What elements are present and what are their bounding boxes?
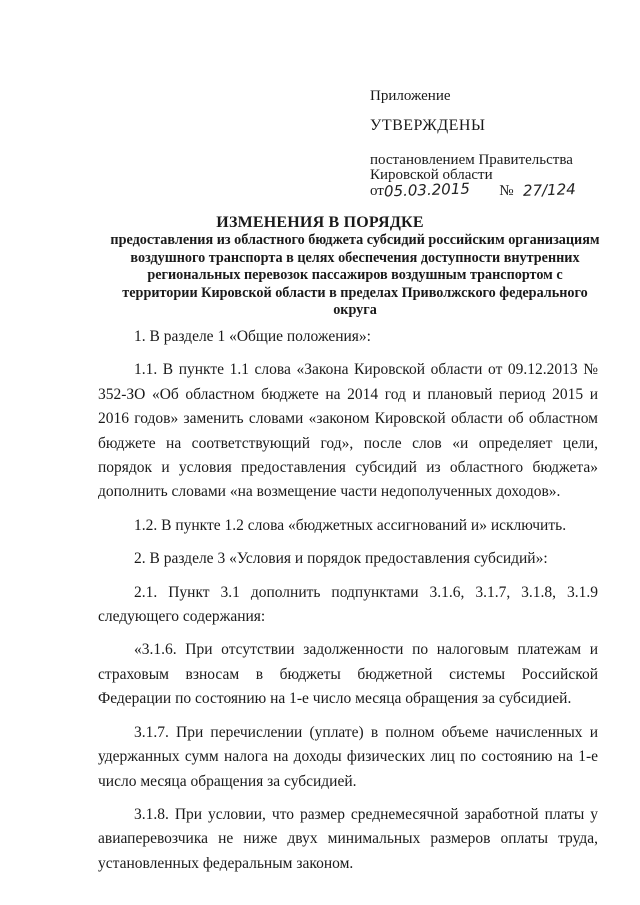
decree-line-2: Кировской области [370, 167, 493, 183]
document-body [98, 325, 598, 884]
paragraph-1-1: 1.1. В пункте 1.1 слова «Закона Кировской области от 09.12.2013 № 352-ЗО «Об областном бюджете на 2014 год и плановый период 2015 и 2016 годов» заменить словами «законом Кировской области об областном бюджете на соответствующий год», после слов «и определяет цели, порядок и условия предоставления субсидий из областного бюджета» дополнить словами «на возмещение части недополученных доходов». [98, 361, 598, 501]
number-prefix: № [499, 183, 514, 199]
paragraph-section-1: 1. В разделе 1 «Общие положения»: [134, 328, 371, 345]
paragraph-2-1: 2.1. Пункт 3.1 дополнить подпунктами 3.1.6, 3.1.7, 3.1.8, 3.1.9 следующего содержания: [98, 583, 598, 626]
decree-line-1: постановлением Правительства [370, 152, 573, 168]
decree-date-number-line [370, 179, 577, 201]
paragraph-1-2: 1.2. В пункте 1.2 слова «бюджетных ассигнований и» исключить. [134, 516, 567, 534]
appendix-label: Приложение [370, 88, 451, 104]
paragraph-3-1-6: «3.1.6. При отсутствии задолженности по налоговым платежам и страховым взносам в бюджеты бюджетной системы Российской Федерации по состоянию на 1-е число месяца обращения за субсидией. [98, 641, 598, 708]
paragraph-section-2: 2. В разделе 3 «Условия и порядок предоставления субсидий»: [134, 550, 548, 568]
handwritten-date: 05.03.2015 [383, 179, 471, 201]
document-subtitle: предоставления из областного бюджета субсидий российским организациям воздушного транспорта в целях обеспечения доступности внутренних региональных перевозок пассажиров воздушным транспортом с территории Кировской области в пределах Приволжского федерального округа [110, 232, 600, 318]
approved-label: УТВЕРЖДЕНЫ [370, 117, 486, 134]
handwritten-number: 27/124 [522, 180, 577, 200]
date-prefix: от [370, 183, 384, 199]
document-title: ИЗМЕНЕНИЯ В ПОРЯДКЕ [216, 214, 424, 231]
paragraph-3-1-7: 3.1.7. При перечислении (уплате) в полном объеме начисленных и удержанных сумм налога на доходы физических лиц по состоянию на 1-е число месяца обращения за субсидией. [98, 723, 598, 790]
paragraph-3-1-8: 3.1.8. При условии, что размер среднемесячной заработной платы у авиаперевозчика не ниже двух минимальных размеров оплаты труда, установленных федеральным законом. [98, 805, 598, 872]
